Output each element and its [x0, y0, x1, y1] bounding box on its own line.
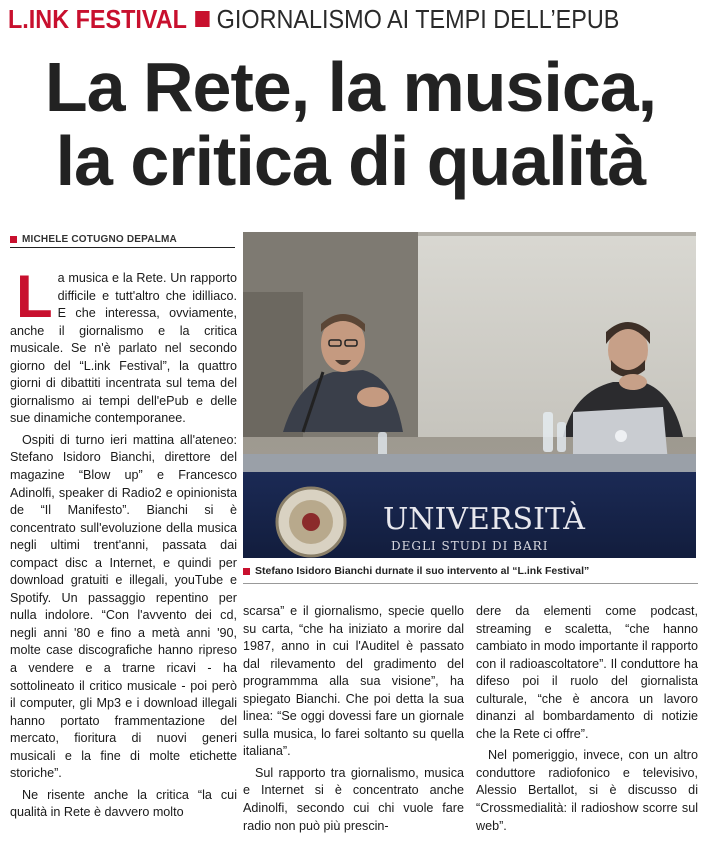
banner-subtitle: DEGLI STUDI DI BARI — [391, 539, 549, 553]
kicker-square-icon — [195, 11, 209, 27]
article-column-1 — [10, 270, 237, 850]
event-photo — [243, 232, 696, 558]
drop-cap: L — [16, 270, 53, 330]
section-label: L.INK FESTIVAL — [8, 3, 187, 34]
headline — [0, 50, 701, 198]
topic-label: GIORNALISMO AI TEMPI DELL’EPUB — [216, 3, 620, 34]
author-name: MICHELE COTUGNO DEPALMA — [22, 234, 177, 245]
article-paragraph-2: Ospiti di turno ieri mattina all'ateneo: Stefano Isidoro Bianchi, direttore del magazine “Blow up” e Francesco Adinolfi, speaker di Radio2 e opinionista de “Il Manifesto”. Bianchi si è concentrato sull'evoluzione della musica negli ultimi trent'anni, passata dai compact disc a Internet, e quindi per download gratuiti e illegali, youTube e Spotify. Un passaggio repentino per nulla indolore. “Con l'avvento dei cd, negli anni '80 e fino a metà anni '90, molte case discografiche hanno ripreso a vendere e a trarne ricavi - ha sottolineato il critico musicale - poi però il computer, gli Mp3 e i download illegali hanno portato frammentazione del mercato, fioritura di nuovi generi musicali e la fine di molte etichette storiche”. — [10, 432, 237, 781]
article-paragraph-7: Nel pomeriggio, invece, con un altro conduttore radiofonico e televisivo, Alessio Bertallot, si è discusso di “Crossmedialità: il radioshow scorre sul web”. — [476, 748, 698, 833]
article-column-3 — [476, 603, 698, 853]
headline-line-1: La Rete, la musica, — [44, 48, 657, 126]
article-paragraph-6: dere da elementi come podcast, streaming e scaletta, “che hanno cambiato in modo importante il rapporto con il radioascoltatore”. Il conduttore ha difeso poi il ruolo del giornalista culturale, “che è ancora un lavoro dinanzi al bombardamento di notizie che la Rete ci offre”. — [476, 604, 698, 741]
article-paragraph-3: Ne risente anche la critica “la cui qualità in Rete è davvero molto — [10, 787, 237, 820]
headline-line-2: la critica di qualità — [55, 122, 646, 200]
byline — [10, 232, 235, 248]
article-paragraph-5: Sul rapporto tra giornalismo, musica e Internet si è concentrato anche Adinolfi, secondo cui chi vuole fare radio non può più prescin- — [243, 765, 464, 833]
caption-square-icon — [243, 568, 250, 575]
article-paragraph-1: La musica e la Rete. Un rapporto difficile e tutt'altro che idilliaco. E che interessa, ovviamente, anche il giornalismo e la critica musicale. Se n'è parlato nel secondo giorno del “L.ink Festival”, la quattro giorni di dibattiti incentrata sul tema del giornalismo ai tempi dell'ePub e delle sue dinamiche contemporanee. — [10, 270, 237, 426]
photo-caption — [243, 562, 698, 580]
byline-square-icon — [10, 236, 17, 243]
caption-divider — [243, 583, 698, 584]
photo-illustration — [243, 232, 696, 558]
banner-title: UNIVERSITÀ — [383, 502, 585, 537]
article-column-2 — [243, 603, 464, 853]
kicker — [8, 4, 619, 34]
caption-text: Stefano Isidoro Bianchi durnate il suo intervento al “L.ink Festival” — [255, 565, 590, 577]
article-paragraph-4: scarsa” e il giornalismo, specie quello su carta, “che ha iniziato a morire dal 1987, anno in cui l'Auditel è passato dal rilevamento del gradimento del programmma alla sua visione”, ha spiegato Bianchi. Che poi detta la sua linea: “Se oggi dovessi fare un giornale sulla musica, lo farei soltanto su quella italiana”. — [243, 604, 464, 759]
